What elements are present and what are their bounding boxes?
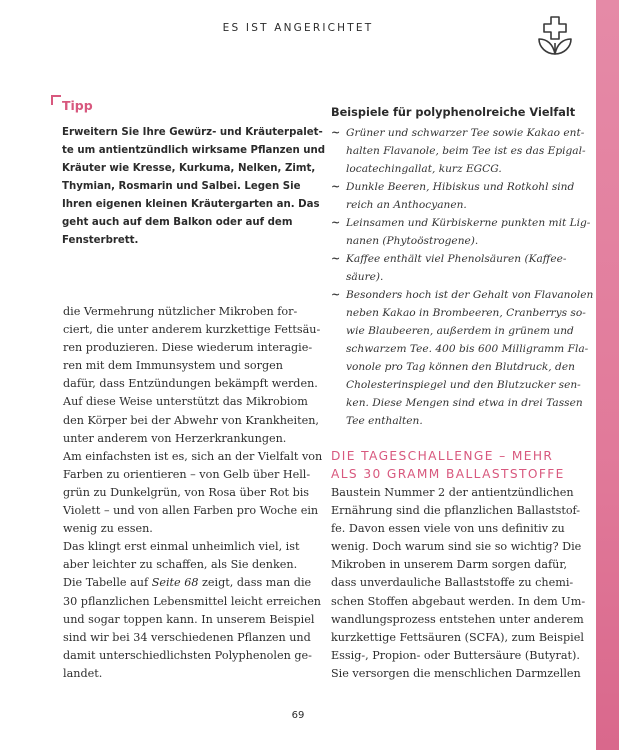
page-reference: Seite 68: [151, 576, 199, 590]
list-item: [331, 250, 581, 286]
body-line: Essig-, Propion- oder Buttersäure (Butyrat).: [331, 648, 580, 662]
body-line: Farben zu orientieren – von Gelb über Hell-: [63, 467, 311, 481]
item-line: wie Blaubeeren, außerdem in grünem und: [346, 325, 574, 337]
list-item: [331, 214, 591, 250]
tilde-bullet: ~: [331, 288, 341, 301]
body-line: ren produzieren. Diese wiederum interagie-: [63, 341, 313, 355]
tip-line: geht auch auf dem Balkon oder auf dem: [62, 217, 293, 228]
body-line: Mikroben in unserem Darm sorgen dafür,: [331, 558, 568, 572]
examples-title: Beispiele für polyphenolreiche Vielfalt: [331, 106, 576, 119]
tip-line: te um antientzündlich wirksame Pflanzen und: [62, 145, 326, 156]
body-line: landet.: [63, 666, 103, 680]
item-line: Kaffee enthält viel Phenolsäuren (Kaffee-: [346, 253, 567, 265]
ref-prefix: Die Tabelle auf: [63, 576, 152, 590]
item-line: Tee enthalten.: [346, 415, 423, 427]
tip-title: Tipp: [62, 98, 93, 113]
body-line: die Vermehrung nützlicher Mikroben for-: [63, 305, 298, 318]
left-body-text: [63, 303, 323, 683]
body-line: schen Stoffen abgebaut werden. In dem Um-: [331, 594, 586, 608]
body-line: Baustein Nummer 2 der antientzündlichen: [331, 486, 574, 499]
item-line: vonole pro Tag können den Blutdruck, den: [346, 361, 575, 373]
body-line: kurzkettige Fettsäuren (SCFA), zum Beispiel: [331, 630, 584, 644]
body-line: ren mit dem Immunsystem und sorgen: [63, 359, 283, 373]
body-line: Ernährung sind die pflanzlichen Ballaststof-: [331, 504, 581, 518]
page-number: 69: [291, 710, 305, 721]
body-line: den Körper bei der Abwehr von Krankheiten,: [63, 413, 319, 427]
tip-line: Ihren eigenen kleinen Kräutergarten an. Das: [62, 199, 320, 210]
body-line: wenig zu essen.: [63, 522, 153, 536]
tilde-bullet: ~: [331, 252, 341, 265]
section-heading: [331, 447, 565, 483]
item-line: halten Flavanole, beim Tee ist es das Epigal-: [346, 145, 586, 157]
item-line: locatechingallat, kurz EGCG.: [346, 163, 502, 175]
list-item: [331, 124, 586, 178]
body-line: aber leichter zu schaffen, als Sie denken.: [63, 558, 298, 572]
body-line: wandlungsprozess entstehen unter anderem: [331, 612, 584, 626]
body-line: damit unterschiedlichsten Polyphenolen ge-: [63, 648, 312, 662]
item-line: Dunkle Beeren, Hibiskus und Rotkohl sind: [346, 181, 575, 193]
body-line: dass unverdauliche Ballaststoffe zu chemi-: [331, 576, 574, 590]
body-line: Das klingt erst einmal unheimlich viel, ist: [63, 540, 300, 554]
item-line: neben Kakao in Brombeeren, Cranberrys so-: [346, 307, 586, 319]
body-line: fe. Davon essen viele von uns definitiv zu: [331, 522, 565, 536]
item-line: Cholesterinspiegel und den Blutzucker sen-: [346, 379, 581, 391]
item-line: Leinsamen und Kürbiskerne punkten mit Lig-: [346, 217, 591, 229]
item-line: ken. Diese Mengen sind etwa in drei Tassen: [346, 397, 583, 409]
page-reference-line: [63, 574, 313, 592]
body-line: Auf diese Weise unterstützt das Mikrobiom: [63, 395, 308, 409]
cross-leaf-icon: [536, 14, 574, 56]
heading-line: DIE TAGESCHALLENGE – MEHR: [331, 449, 554, 463]
item-line: nanen (Phytoöstrogene).: [346, 235, 479, 247]
body-line: unter anderem von Herzerkrankungen.: [63, 431, 287, 445]
tip-line: Erweitern Sie Ihre Gewürz- und Kräuterpalet-: [62, 127, 323, 138]
body-line: wenig. Doch warum sind sie so wichtig? Die: [331, 540, 582, 554]
body-line: Violett – und von allen Farben pro Woche ein: [63, 504, 319, 518]
body-line: ciert, die unter anderem kurzkettige Fettsäu-: [63, 323, 321, 337]
item-line: Grüner und schwarzer Tee sowie Kakao ent-: [346, 127, 585, 139]
tilde-bullet: ~: [331, 216, 341, 229]
body-line: grün zu Dunkelgrün, von Rosa über Rot bis: [63, 485, 310, 499]
item-line: säure).: [346, 271, 384, 283]
body-line: Am einfachsten ist es, sich an der Vielfalt von: [63, 449, 323, 463]
body-line: Sie versorgen die menschlichen Darmzellen: [331, 666, 581, 680]
body-line: dafür, dass Entzündungen bekämpft werden.: [63, 377, 318, 391]
examples-list: [331, 124, 594, 430]
running-header: ES IST ANGERICHTET: [222, 22, 374, 34]
tilde-bullet: ~: [331, 126, 341, 139]
tip-text: [62, 124, 326, 250]
tip-corner-mark: [51, 95, 61, 105]
list-item: [331, 286, 594, 430]
list-item: [331, 178, 581, 214]
item-line: Besonders hoch ist der Gehalt von Flavanolen: [346, 289, 594, 301]
tip-line: Thymian, Rosmarin und Salbei. Legen Sie: [62, 181, 301, 192]
heading-line: ALS 30 GRAMM BALLASTSTOFFE: [331, 467, 565, 481]
right-body-text: [331, 484, 586, 683]
item-line: reich an Anthocyanen.: [346, 199, 467, 211]
tip-line: Fensterbrett.: [62, 235, 139, 246]
tilde-bullet: ~: [331, 180, 341, 193]
body-line: und sogar toppen kann. In unserem Beispiel: [63, 612, 315, 626]
pink-edge-bar: [596, 0, 619, 750]
tip-line: Kräuter wie Kresse, Kurkuma, Nelken, Zimt,: [62, 163, 316, 174]
body-line: sind wir bei 34 verschiedenen Pflanzen und: [63, 630, 311, 644]
ref-suffix: zeigt, dass man die: [198, 576, 312, 590]
body-line: 30 pflanzlichen Lebensmittel leicht erreichen: [63, 594, 322, 608]
item-line: schwarzem Tee. 400 bis 600 Milligramm Fla-: [346, 343, 589, 355]
